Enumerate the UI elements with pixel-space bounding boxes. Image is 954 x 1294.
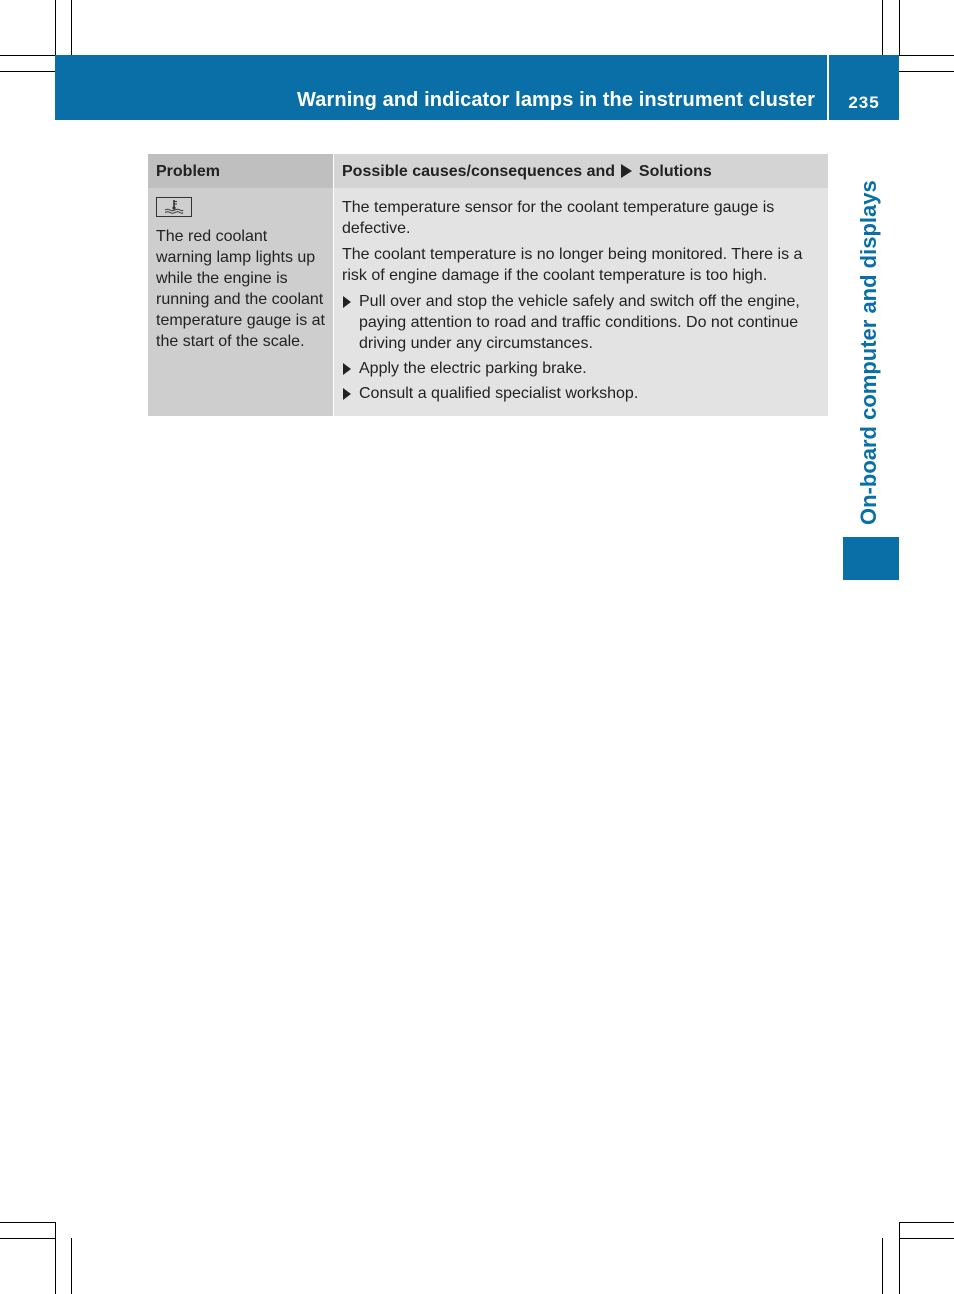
problem-description: The red coolant warning lamp lights up while the engine is running and the coolant temperature gauge is at the start of the scale. bbox=[156, 228, 325, 350]
crop-mark bbox=[0, 1238, 55, 1239]
crop-mark bbox=[71, 0, 72, 55]
solution-step bbox=[342, 383, 820, 404]
warning-lamp-table bbox=[148, 154, 828, 416]
solution-step-text: Consult a qualified specialist workshop. bbox=[359, 385, 639, 402]
crop-mark bbox=[899, 0, 900, 55]
column-header-solutions-text: Possible causes/consequences and bbox=[342, 163, 616, 180]
page-number: 235 bbox=[848, 93, 880, 112]
page-header-title: Warning and indicator lamps in the instrument cluster bbox=[297, 89, 815, 111]
crop-mark bbox=[899, 55, 954, 56]
solution-step bbox=[342, 358, 820, 379]
crop-mark bbox=[0, 55, 55, 56]
step-arrow-icon bbox=[343, 363, 351, 375]
table-row bbox=[148, 188, 828, 416]
coolant-temperature-icon bbox=[156, 197, 192, 217]
cause-paragraph: The temperature sensor for the coolant temperature gauge is defective. bbox=[342, 199, 775, 237]
crop-mark bbox=[899, 1222, 954, 1223]
page-number-box bbox=[829, 55, 899, 120]
crop-mark bbox=[55, 0, 56, 55]
crop-mark bbox=[71, 1238, 72, 1294]
crop-mark bbox=[899, 1238, 954, 1239]
crop-mark bbox=[55, 1222, 56, 1294]
column-header-problem: Problem bbox=[148, 154, 334, 188]
step-arrow-icon bbox=[343, 296, 351, 308]
crop-mark bbox=[0, 1222, 55, 1223]
section-title-vertical: On-board computer and displays bbox=[856, 180, 881, 525]
crop-mark bbox=[0, 71, 55, 72]
crop-mark bbox=[882, 0, 883, 55]
crop-mark bbox=[899, 71, 954, 72]
action-arrow-icon bbox=[621, 164, 632, 178]
table-header-row bbox=[148, 154, 828, 188]
solution-step-text: Pull over and stop the vehicle safely and switch off the engine, paying attention to road and traffic conditions. Do not continue driving under any circumstances. bbox=[359, 293, 800, 352]
solutions-cell bbox=[334, 188, 829, 416]
consequence-paragraph: The coolant temperature is no longer being monitored. There is a risk of engine damage if the coolant temperature is too high. bbox=[342, 246, 803, 284]
crop-mark bbox=[882, 1238, 883, 1294]
solution-step-text: Apply the electric parking brake. bbox=[359, 360, 587, 377]
crop-mark bbox=[899, 1222, 900, 1294]
solution-step bbox=[342, 291, 820, 354]
section-thumb-tab bbox=[843, 537, 899, 580]
column-header-solutions-label: Solutions bbox=[638, 163, 712, 180]
column-header-solutions bbox=[334, 154, 829, 188]
problem-cell bbox=[148, 188, 334, 416]
step-arrow-icon bbox=[343, 388, 351, 400]
header-bar bbox=[55, 55, 827, 120]
